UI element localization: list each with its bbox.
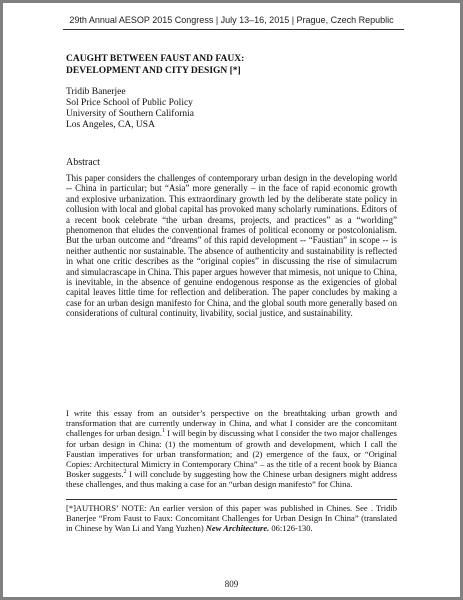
footnote-ref-1: 1 xyxy=(162,428,165,435)
paper-title-line-1: CAUGHT BETWEEN FAUST AND FAUX: xyxy=(66,54,245,64)
authors-note-footnote xyxy=(66,503,397,534)
footnote-journal: New Architecture. xyxy=(205,523,270,534)
author-block xyxy=(66,87,366,131)
footnote-text: [*]AUTHORS’ NOTE: An earlier version of this paper was published in Chines. See . Tridib Banerjee “From Faust to Faux: Concomitant Challenges for Urban Design In China” (translated in Chinese by Wan Li and Yang Yuzhen) xyxy=(66,503,397,534)
footnote-rule xyxy=(66,499,397,500)
abstract-heading: Abstract xyxy=(66,157,100,168)
footnote-pages: 06:126-130. xyxy=(269,523,313,534)
intro-text-1: I write this essay from an outsider’s perspective on the breathtaking urban growth and transformation that are currently underway in China, and what I consider are the concomitant challenges for urban design. xyxy=(66,408,397,439)
paper-title xyxy=(66,53,396,77)
running-header: 29th Annual AESOP 2015 Congress | July 13–16, 2015 | Prague, Czech Republic xyxy=(69,15,394,25)
author-university: University of Southern California xyxy=(66,109,194,119)
intro-paragraph xyxy=(66,408,397,490)
intro-text-3: I will conclude by suggesting how the Chinese urban designers might address these challenges, and thus making a case for an “urban design manifesto” for China. xyxy=(66,469,397,490)
header-rule xyxy=(63,29,404,30)
abstract-body: This paper considers the challenges of contemporary urban design in the developing world -- China in particular; but “Asia” more generally – in the face of rapid economic growth and explosive urbanization. This extraordinary growth led by the deliberate state policy in collusion with local and global capital has provoked many scholarly ruminations. Editors of a recent book celebrate “the urban dreams, projects, and practices” as a “worlding” phenomenon that eludes the conventional frames of political economy or postcolonialism. But the urban outcome and “dreams” of this rapid development -- “Faustian” in scope -- is neither authentic nor sustainable. The absence of authenticity and sustainability is reflected in what one critic describes as the “original copies” in discussing the rise of simulacrum and simulacrascape in China. This paper argues however that mimesis, not unique to China, is inevitable, in the absence of genuine endogenous response as the exigencies of global capital leaves little time for reflection and deliberation. The paper concludes by making a case for an urban design manifesto for China, and the global south more generally based on considerations of cultural continuity, livability, social justice, and sustainability. xyxy=(66,173,397,319)
page-number: 809 xyxy=(224,579,239,589)
author-name: Tridib Banerjee xyxy=(66,87,126,97)
footnote-ref-2: 2 xyxy=(123,469,127,476)
paper-title-line-2: DEVELOPMENT AND CITY DESIGN [*] xyxy=(66,66,241,76)
document-page xyxy=(3,3,460,597)
author-location: Los Angeles, CA, USA xyxy=(66,120,155,130)
author-school: Sol Price School of Public Policy xyxy=(66,98,193,108)
intro-text-2: I will begin by discussing what I consider the two major challenges for urban design in China: (1) the momentum of growth and development, which I call the Faustian imperatives for urban transformation; and (2) emergence of the faux, or “Original Copies: Architectural Mimicry in Contemporary China” – as the title of a recent book by Bianca Bosker suggests. xyxy=(66,428,397,480)
